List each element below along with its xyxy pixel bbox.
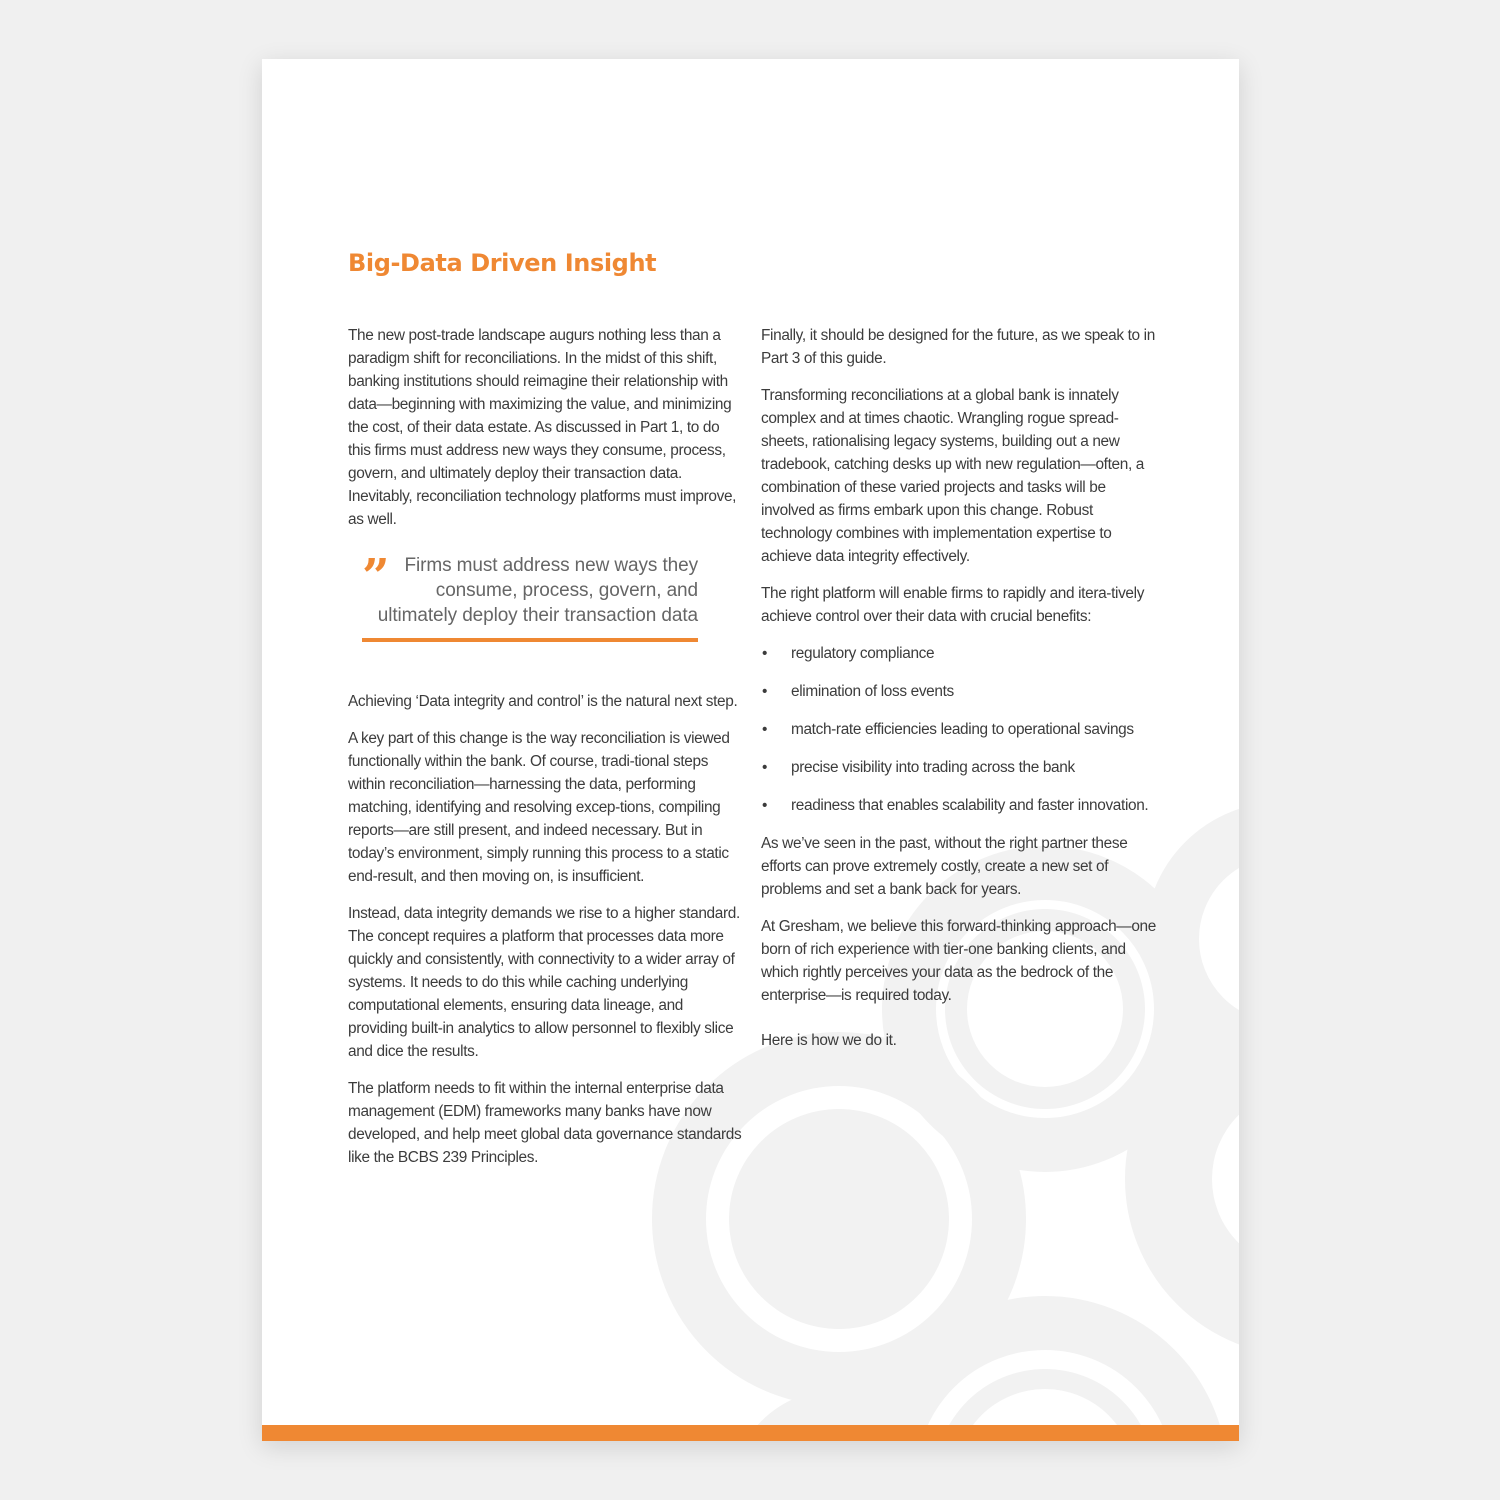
paragraph-transforming: Transforming reconciliations at a global bank is innately complex and at times chaotic. Wrangling rogue spread-sheets, rationalising legacy systems, building out a new tradebook, catching desks up with new regulation—often, a combination of these varied projects and tasks will be involved as firms embark upon this change. Robust technology combines with implementation expertise to achieve data integrity effectively.	[761, 387, 1145, 565]
paragraph-intro: The new post-trade landscape augurs nothing less than a paradigm shift for reconciliations. In the midst of this shift, banking institutions should reimagine their relationship with data—beginning with maximizing the value, and minimizing the cost, of their data estate. As discussed in Part 1, to do this firms must address new ways they consume, process, govern, and ultimately deploy their transaction data. Inevitably, reconciliation technology platforms must improve, as well.	[348, 327, 737, 528]
pull-quote	[362, 549, 698, 642]
benefits-list	[761, 642, 1161, 817]
paragraph-past: As we’ve seen in the past, without the right partner these efforts can prove extremely costly, create a new set of problems and set a bank back for years.	[761, 835, 1128, 898]
right-column	[761, 324, 1161, 1066]
paragraph-data-integrity: Achieving ‘Data integrity and control’ is the natural next step.	[348, 693, 738, 710]
bullet-icon: •	[762, 721, 768, 738]
deco-disc-middle	[729, 1109, 949, 1329]
closing-quote-icon: ”	[362, 549, 390, 605]
list-item-text: regulatory compliance	[791, 645, 935, 662]
list-item	[761, 756, 1161, 779]
list-item	[761, 718, 1161, 741]
page-title: Big-Data Driven Insight	[348, 249, 657, 277]
bullet-icon: •	[762, 797, 768, 814]
bullet-icon: •	[762, 759, 768, 776]
paragraph-key-change: A key part of this change is the way reconciliation is viewed functionally within the bank. Of course, tradi-tional steps within reconciliation—harnessing the data, performing matching, identifying and resolving excep-tions, compiling reports—are still present, and indeed necessary. But in today’s environment, simply running this process to a static end-result, and then moving on, is insufficient.	[348, 730, 730, 885]
paragraph-future: Finally, it should be designed for the future, as we speak to in Part 3 of this guide.	[761, 327, 1155, 367]
list-item	[761, 642, 1161, 665]
document-page	[262, 59, 1239, 1441]
paragraph-right-platform: The right platform will enable firms to rapidly and itera-tively achieve control over their data with crucial benefits:	[761, 585, 1145, 625]
list-item-text: elimination of loss events	[791, 683, 954, 700]
list-item-text: match-rate efficiencies leading to operational savings	[791, 721, 1134, 738]
deco-ring-5	[1172, 829, 1239, 1049]
bullet-icon: •	[762, 645, 768, 662]
list-item	[761, 680, 1161, 703]
footer-accent-bar	[262, 1425, 1239, 1441]
paragraph-how: Here is how we do it.	[761, 1032, 897, 1049]
paragraph-gresham: At Gresham, we believe this forward-thinking approach—one born of rich experience with tier-one banking clients, and which rightly perceives your data as the bedrock of the enterprise—is required today.	[761, 918, 1156, 1004]
paragraph-higher-standard: Instead, data integrity demands we rise to a higher standard. The concept requires a platform that processes data more quickly and consistently, with connectivity to a wider array of systems. It needs to do this while caching underlying computational elements, ensuring data lineage, and providing built-in analytics to allow personnel to flexibly slice and dice the results.	[348, 905, 740, 1060]
list-item	[761, 794, 1161, 817]
left-column	[348, 324, 742, 1183]
paragraph-edm-frameworks: The platform needs to fit within the internal enterprise data management (EDM) frameworks many banks have now developed, and help meet global data governance standards like the BCBS 239 Principles.	[348, 1080, 742, 1166]
pull-quote-text: Firms must address new ways they consume, process, govern, and ultimately deploy their transaction data	[377, 555, 698, 626]
bullet-icon: •	[762, 683, 768, 700]
list-item-text: precise visibility into trading across the bank	[791, 759, 1075, 776]
list-item-text: readiness that enables scalability and faster innovation.	[791, 797, 1149, 814]
